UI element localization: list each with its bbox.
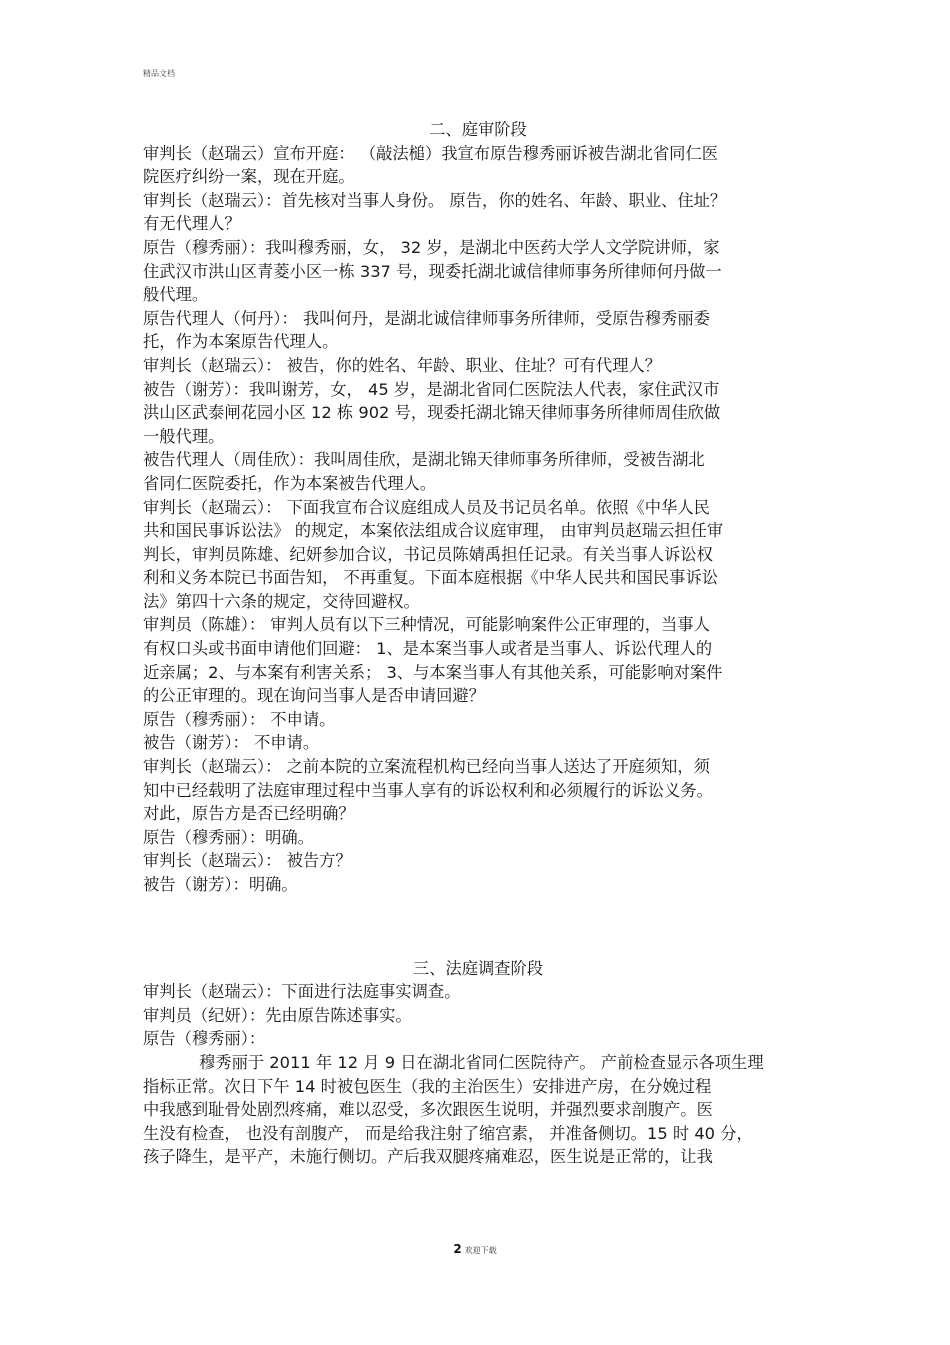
page-number: 2 — [453, 1242, 462, 1256]
text-line: 住武汉市洪山区青菱小区一栋 337 号，现委托湖北诚信律师事务所律师何丹做一 — [143, 261, 722, 281]
section-gap — [143, 897, 813, 957]
text-line: 生没有检查， 也没有剖腹产， 而是给我注射了缩宫素， 并准备侧切。15 时 40 分， — [143, 1123, 753, 1143]
page-footer — [0, 1242, 950, 1256]
text-line: 对此，原告方是否已经明确？ — [143, 804, 355, 824]
text-line: 审判长（赵瑞云）： 下面我宣布合议庭组成人员及书记员名单。依照《中华人民 — [143, 497, 710, 517]
text-line: 原告（穆秀丽）： — [143, 1029, 266, 1049]
text-line: 中我感到耻骨处剧烈疼痛，难以忍受，多次跟医生说明，并强烈要求剖腹产。医 — [143, 1100, 713, 1120]
text-line: 审判长（赵瑞云）： 被告方？ — [143, 851, 352, 871]
text-line: 原告（穆秀丽）：我叫穆秀丽，女， 32 岁，是湖北中医药大学人文学院讲师，家 — [143, 237, 720, 257]
text-line: 被告（谢芳）： 不申请。 — [143, 733, 320, 753]
text-line: 般代理。 — [143, 285, 209, 305]
text-line: 一般代理。 — [143, 426, 225, 446]
text-line: 有无代理人？ — [143, 214, 241, 234]
text-line: 审判员（陈雄）： 审判人员有以下三种情况，可能影响案件公正审理的，当事人 — [143, 615, 710, 635]
text-line: 法》第四十六条的规定，交待回避权。 — [143, 591, 420, 611]
text-line: 判长，审判员陈雄、纪妍参加合议，书记员陈婧禹担任记录。有关当事人诉讼权 — [143, 544, 713, 564]
text-line: 审判长（赵瑞云）： 之前本院的立案流程机构已经向当事人送达了开庭须知，须 — [143, 757, 710, 777]
text-line: 的公正审理的。现在询问当事人是否申请回避？ — [143, 686, 485, 706]
text-line: 孩子降生，是平产，未施行侧切。产后我双腿疼痛难忍，医生说是正常的，让我 — [143, 1147, 713, 1167]
text-line: 洪山区武泰闸花园小区 12 栋 902 号，现委托湖北锦天律师事务所律师周佳欣做 — [143, 403, 721, 423]
text-line: 原告（穆秀丽）：明确。 — [143, 827, 314, 847]
document-body — [143, 118, 813, 1169]
text-line: 有权口头或书面申请他们回避： 1、是本案当事人或者是当事人、诉讼代理人的 — [143, 639, 713, 659]
text-line: 审判长（赵瑞云）： 被告，你的姓名、年龄、职业、住址？可有代理人？ — [143, 355, 662, 375]
header-note: 精品文档 — [143, 69, 175, 78]
trial-section-lines — [143, 142, 813, 897]
text-line: 省同仁医院委托，作为本案被告代理人。 — [143, 473, 437, 493]
text-line: 利和义务本院已书面告知， 不再重复。下面本庭根据《中华人民共和国民事诉讼 — [143, 568, 719, 588]
text-line: 被告（谢芳）：我叫谢芳，女， 45 岁，是湖北省同仁医院法人代表，家住武汉市 — [143, 379, 720, 399]
text-line: 审判长（赵瑞云）：下面进行法庭事实调查。 — [143, 982, 461, 1002]
text-line: 原告代理人（何丹）： 我叫何丹，是湖北诚信律师事务所律师，受原告穆秀丽委 — [143, 308, 710, 328]
text-line: 被告（谢芳）：明确。 — [143, 875, 298, 894]
text-line: 原告（穆秀丽）： 不申请。 — [143, 709, 336, 729]
text-line: 审判长（赵瑞云）：首先核对当事人身份。 原告，你的姓名、年龄、职业、住址？ — [143, 190, 727, 210]
footer-text: 欢迎下载 — [464, 1246, 497, 1255]
text-line: 近亲属；2、与本案有利害关系； 3、与本案当事人有其他关系，可能影响对案件 — [143, 662, 723, 682]
text-line: 被告代理人（周佳欣）：我叫周佳欣，是湖北锦天律师事务所律师，受被告湖北 — [143, 450, 705, 470]
text-line: 穆秀丽于 2011 年 12 月 9 日在湖北省同仁医院待产。 产前检查显示各项生理 — [199, 1052, 764, 1072]
text-line: 院医疗纠纷一案，现在开庭。 — [143, 167, 355, 187]
text-line: 审判员（纪妍）：先由原告陈述事实。 — [143, 1005, 412, 1025]
text-line: 审判长（赵瑞云）宣布开庭： （敲法槌）我宣布原告穆秀丽诉被告湖北省同仁医 — [143, 143, 719, 163]
text-line: 指标正常。次日下午 14 时被包医生（我的主治医生）安排进产房，在分娩过程 — [143, 1076, 712, 1096]
investigation-section-lines — [143, 980, 813, 1169]
section-title-investigation: 三、法庭调查阶段 — [412, 958, 544, 978]
section-title-trial: 二、庭审阶段 — [429, 120, 527, 139]
text-line: 托，作为本案原告代理人。 — [143, 332, 339, 352]
text-line: 共和国民事诉讼法》 的规定，本案依法组成合议庭审理， 由审判员赵瑞云担任审 — [143, 521, 724, 541]
text-line: 知中已经载明了法庭审理过程中当事人享有的诉讼权利和必须履行的诉讼义务。 — [143, 780, 713, 800]
